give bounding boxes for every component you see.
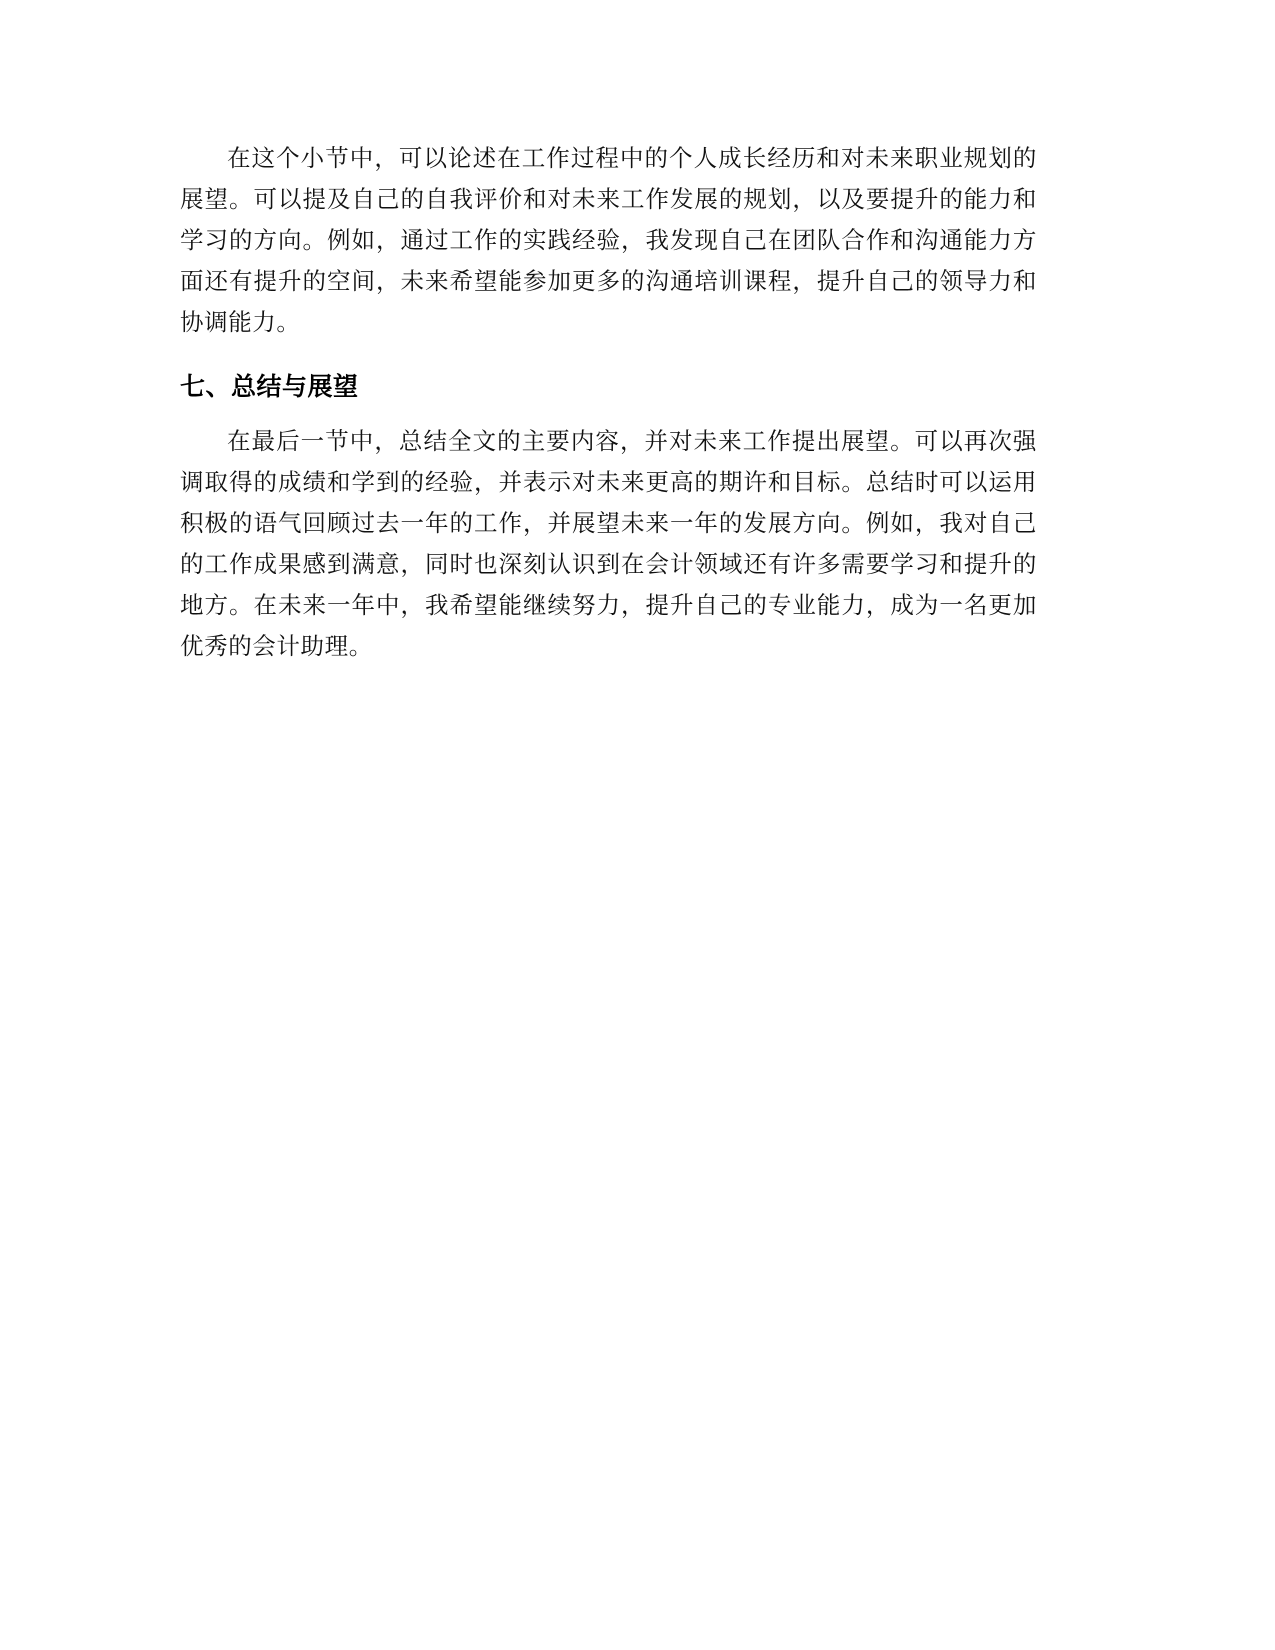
growth-paragraph: 在这个小节中，可以论述在工作过程中的个人成长经历和对未来职业规划的展望。可以提及自己的自我评价和对未来工作发展的规划，以及要提升的能力和学习的方向。例如，通过工作的实践经验，我发现自己在团队合作和沟通能力方面还有提升的空间，未来希望能参加更多的沟通培训课程，提升自己的领导力和协调能力。: [180, 144, 1037, 336]
page-content: [180, 138, 1037, 667]
summary-paragraph: 在最后一节中，总结全文的主要内容，并对未来工作提出展望。可以再次强调取得的成绩和学到的经验，并表示对未来更高的期许和目标。总结时可以运用积极的语气回顾过去一年的工作，并展望未来一年的发展方向。例如，我对自己的工作成果感到满意，同时也深刻认识到在会计领域还有许多需要学习和提升的地方。在未来一年中，我希望能继续努力，提升自己的专业能力，成为一名更加优秀的会计助理。: [180, 427, 1037, 660]
section-heading-summary: 七、总结与展望: [180, 372, 359, 401]
